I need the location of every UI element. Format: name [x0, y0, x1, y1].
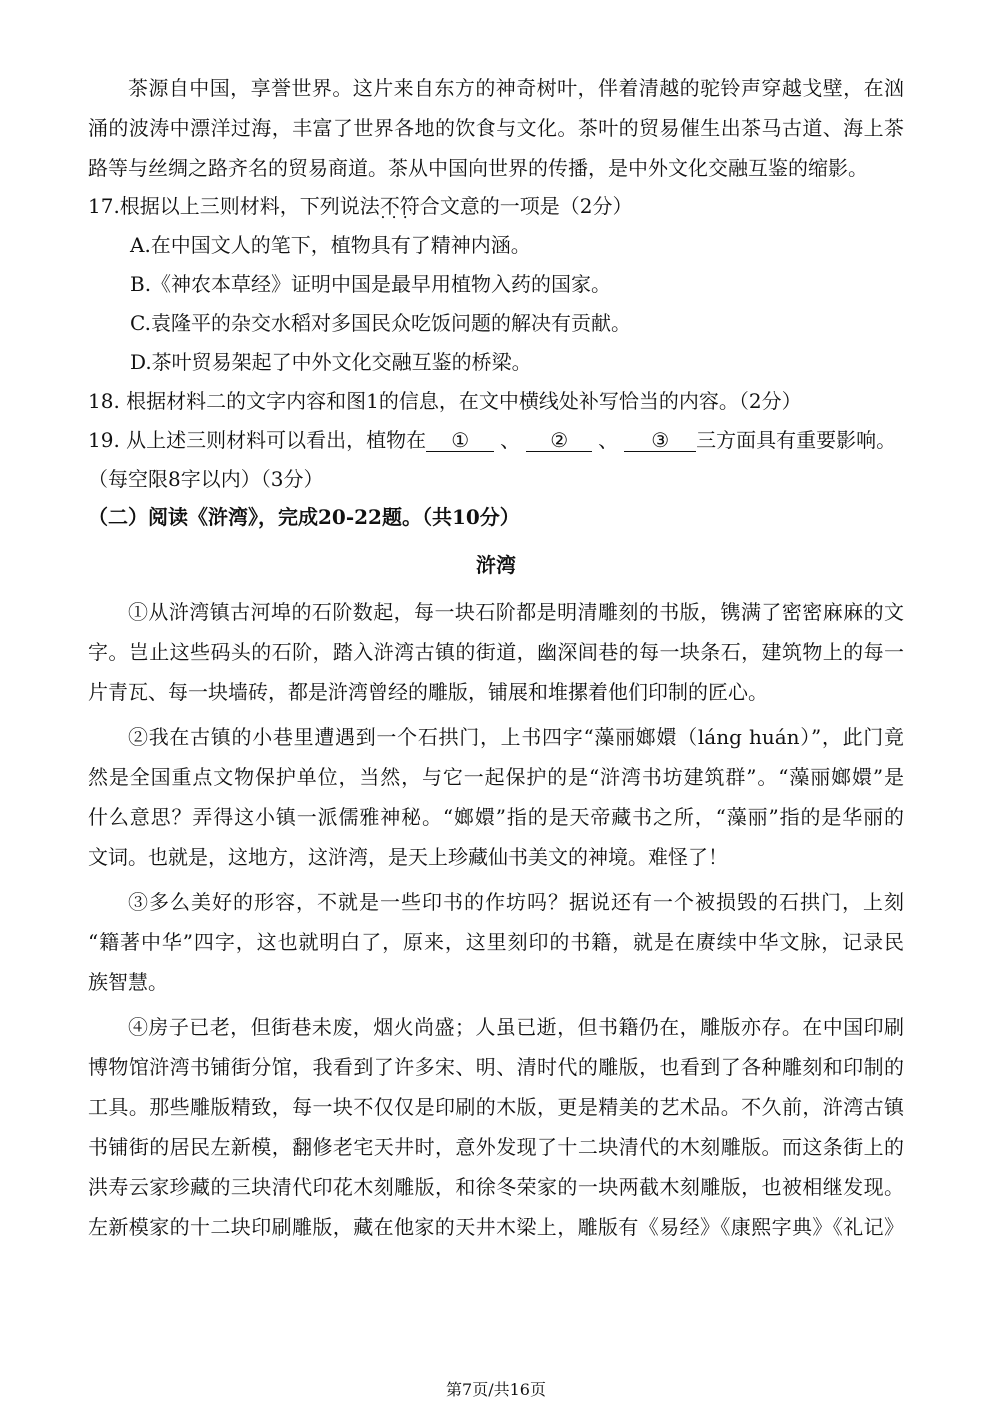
question-17-stem-after: 文意的一项是（2分） [439, 194, 633, 218]
paragraph-4-line-2: 博物馆浒湾书铺街分馆，我看到了许多宋、明、清时代的雕版，也看到了各种雕刻和印制的 [88, 1055, 904, 1079]
page-number: 第7页/共16页 [446, 1380, 546, 1399]
material3-line-2: 涌的波涛中漂洋过海，丰富了世界各地的饮食与文化。茶叶的贸易催生出茶马古道、海上茶 [88, 116, 904, 140]
question-19-blank-3: ③ [624, 429, 696, 452]
paragraph-3-line-2: “籍著中华”四字，这也就明白了，原来，这里刻印的书籍，就是在赓续中华文脉，记录民 [88, 930, 904, 954]
question-17-option-d: D.茶叶贸易架起了中外文化交融互鉴的桥梁。 [130, 350, 532, 374]
question-19-suffix: 三方面具有重要影响。 [696, 428, 897, 452]
paragraph-1-line-2: 字。岂止这些码头的石阶，踏入浒湾古镇的街道，幽深闾巷的每一块条石，建筑物上的每一 [88, 640, 904, 664]
question-17-option-c: C.袁隆平的杂交水稻对多国民众吃饭问题的解决有贡献。 [130, 311, 631, 335]
question-19-note: （每空限8字以内）（3分） [88, 467, 324, 491]
question-19-separator-1: 、 [500, 428, 521, 452]
paragraph-4-line-5: 洪寿云家珍藏的三块清代印花木刻雕版，和徐冬荣家的一块两截木刻雕版，也被相继发现。 [88, 1175, 904, 1199]
material3-line-1: 茶源自中国，享誉世界。这片来自东方的神奇树叶，伴着清越的驼铃声穿越戈壁，在汹 [128, 76, 904, 100]
material3-line-3: 路等与丝绸之路齐名的贸易商道。茶从中国向世界的传播，是中外文化交融互鉴的缩影。 [88, 156, 868, 180]
paragraph-3-line-1: ③多么美好的形容，不就是一些印书的作坊吗？据说还有一个被损毁的石拱门，上刻 [128, 890, 904, 914]
question-17-stem-before: 17.根据以上三则材料，下列说法 [88, 194, 380, 218]
paragraph-2-line-2: 然是全国重点文物保护单位，当然，与它一起保护的是“浒湾书坊建筑群”。“藻丽嫏嬛”是 [88, 765, 904, 789]
section-2-heading: （二）阅读《浒湾》，完成20-22题。（共10分） [88, 505, 520, 529]
paragraph-3-line-3: 族智慧。 [88, 970, 168, 994]
paragraph-4-line-4: 书铺街的居民左新模，翻修老宅天井时，意外发现了十二块清代的木刻雕版。而这条街上的 [88, 1135, 904, 1159]
paragraph-2-line-4: 文词。也就是，这地方，这浒湾，是天上珍藏仙书美文的神境。难怪了！ [88, 845, 728, 869]
question-17-option-a: A.在中国文人的笔下，植物具有了精神内涵。 [130, 233, 531, 257]
paragraph-4-line-1: ④房子已老，但街巷未废，烟火尚盛；人虽已逝，但书籍仍在，雕版亦存。在中国印刷 [128, 1015, 904, 1039]
paragraph-2-line-1: ②我在古镇的小巷里遭遇到一个石拱门，上书四字“藻丽嫏嬛（láng huán）”，此门竟 [128, 725, 904, 749]
paragraph-2-line-3: 什么意思？弄得这小镇一派儒雅神秘。“嫏嬛”指的是天帝藏书之所，“藻丽”指的是华丽的 [88, 805, 904, 829]
paragraph-1-line-3: 片青瓦、每一块墙砖，都是浒湾曾经的雕版，铺展和堆摞着他们印制的匠心。 [88, 680, 768, 704]
question-19-prefix: 19. 从上述三则材料可以看出，植物在 [88, 428, 427, 452]
question-17-option-b: B.《神农本草经》证明中国是最早用植物入药的国家。 [130, 272, 612, 296]
question-19-blank-2: ② [526, 429, 592, 452]
question-19-separator-2: 、 [598, 428, 619, 452]
question-17-emphasis: 不符合 • • • [380, 194, 440, 218]
question-19-blank-1: ① [426, 429, 494, 452]
question-17-stem [88, 194, 904, 218]
paragraph-4-line-6: 左新模家的十二块印刷雕版，藏在他家的天井木梁上，雕版有《易经》《康熙字典》《礼记》 [88, 1215, 904, 1239]
article-title: 浒湾 [476, 553, 516, 577]
paragraph-4-line-3: 工具。那些雕版精致，每一块不仅仅是印刷的木版，更是精美的艺术品。不久前，浒湾古镇 [88, 1095, 904, 1119]
question-19 [88, 428, 904, 452]
question-18: 18. 根据材料二的文字内容和图1的信息，在文中横线处补写恰当的内容。（2分） [88, 389, 802, 413]
paragraph-1-line-1: ①从浒湾镇古河埠的石阶数起，每一块石阶都是明清雕刻的书版，镌满了密密麻麻的文 [128, 600, 904, 624]
